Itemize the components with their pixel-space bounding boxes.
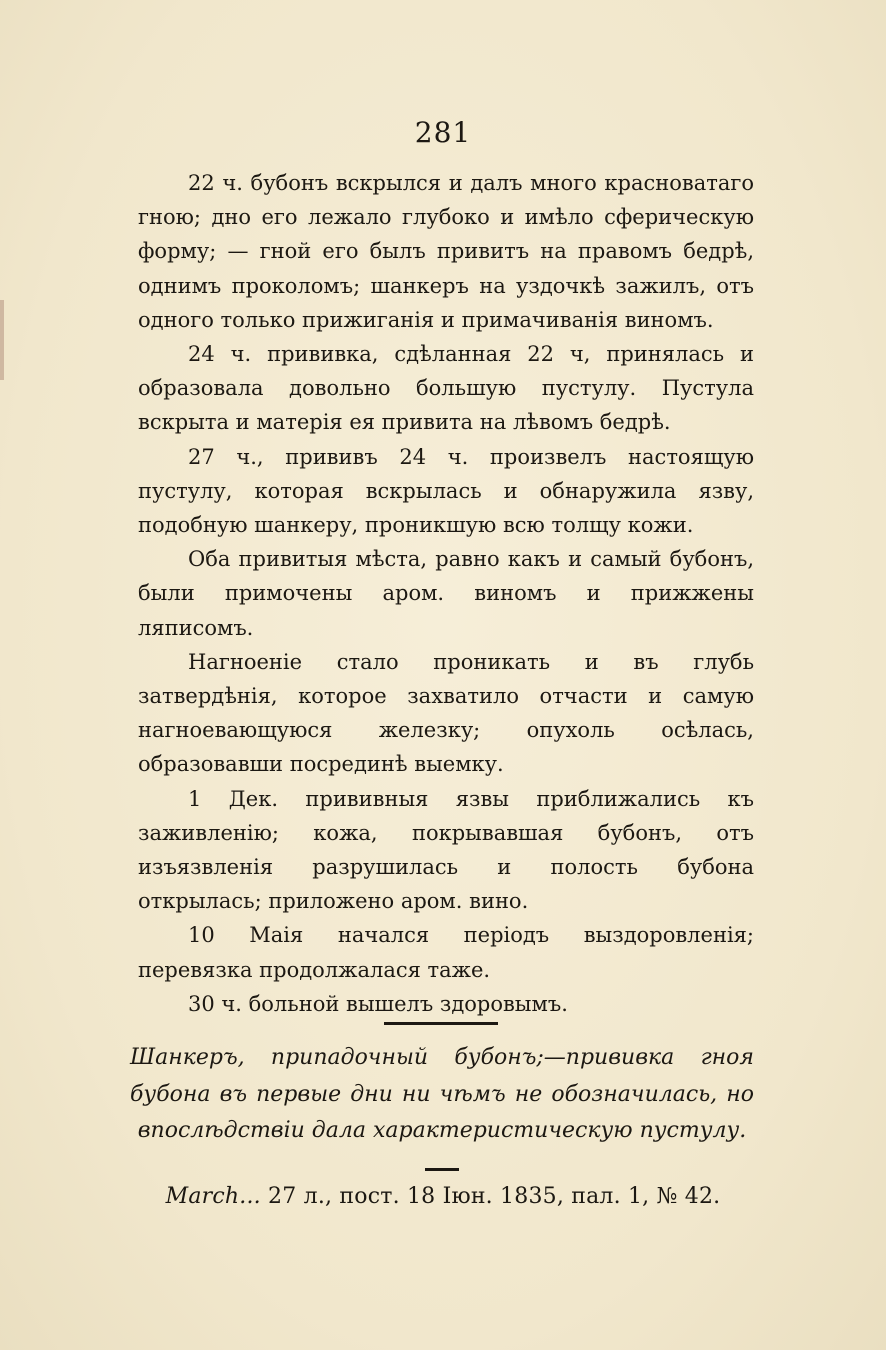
- case-summary: Шанкеръ, припадочный бубонъ;—прививка гноя бубона въ первые дни ни чѣмъ не обозначилась, но впослѣдствіи дала характеристическую пустулу.: [130, 1045, 754, 1143]
- paragraph-4: Оба привитыя мѣста, равно какъ и самый бубонъ, были примочены аром. виномъ и прижжены ляписомъ.: [138, 547, 754, 640]
- record-details: 27 л., пост. 18 Іюн. 1835, пал. 1, № 42.: [260, 1184, 721, 1209]
- paragraph-5: Нагноеніе стало проникать и въ глубь затвердѣнія, которое захватило отчасти и самую нагноевающуюся железку; опухоль осѣлась, образовавши посрединѣ выемку.: [138, 649, 754, 777]
- short-divider: [425, 1168, 459, 1171]
- page-number: 281: [414, 116, 472, 149]
- paragraph-3: 27 ч., прививъ 24 ч. произвелъ настоящую пустулу, которая вскрылась и обнаружила язву, подобную шанкеру, проникшую всю толщу кожи.: [138, 444, 754, 538]
- page-edge-mark: [0, 300, 4, 380]
- paragraph-2: 24 ч. прививка, сдѣланная 22 ч, принялась и образовала довольно большую пустулу. Пустула вскрыта и матерія ея привита на лѣвомъ бедрѣ.: [138, 342, 754, 435]
- paragraph-8: 30 ч. больной вышелъ здоровымъ.: [188, 991, 568, 1016]
- paragraph-1: 22 ч. бубонъ вскрылся и далъ много красноватаго гною; дно его лежало глубоко и имѣло сферическую форму; — гной его былъ привитъ на правомъ бедрѣ, однимъ проколомъ; шанкеръ на уздочкѣ зажилъ, отъ одного только прижиганія и примачиванія виномъ.: [138, 171, 754, 332]
- patient-name: March...: [165, 1184, 261, 1209]
- paragraph-6: 1 Дек. прививныя язвы приближались къ заживленію; кожа, покрывавшая бубонъ, отъ изъязвленія разрушилась и полость бубона открылась; приложено аром. вино.: [138, 786, 754, 914]
- case-record: [0, 1184, 886, 1209]
- case-notes: [138, 166, 754, 1021]
- paragraph-7: 10 Маія начался періодъ выздоровленія; перевязка продолжалася таже.: [138, 923, 754, 982]
- section-divider: [384, 1022, 498, 1025]
